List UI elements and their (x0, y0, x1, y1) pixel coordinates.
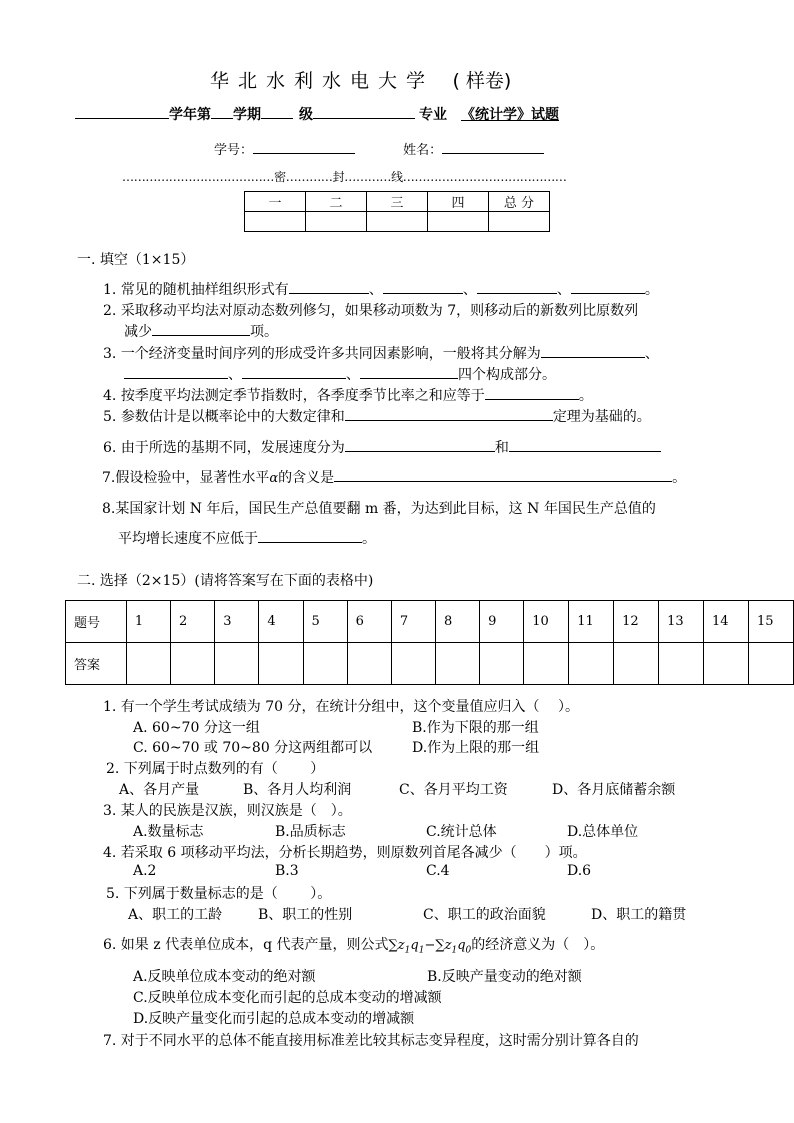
q-num: 4. (103, 388, 117, 404)
q-sep: 、 (462, 282, 477, 298)
q-text: 的经济意义为（ ）。 (471, 937, 605, 953)
answer-cell[interactable] (347, 643, 391, 685)
index-formula: $\sum z_1q_1-\sum z_1q_0$ (388, 938, 472, 956)
fill-question-2 (103, 300, 638, 320)
q-end: 。 (578, 388, 593, 404)
question-number-cell: 9 (480, 601, 524, 643)
q-sep: 、 (556, 282, 571, 298)
course-label: 《统计学》试题 (461, 107, 559, 123)
answer-cell[interactable] (126, 643, 170, 685)
q-end: 。 (644, 282, 659, 298)
fill-question-2-cont (124, 321, 278, 341)
option-b: B.3 (275, 863, 299, 879)
score-header-3: 三 (367, 192, 428, 212)
q-text: 6. 如果 z 代表单位成本，q 代表产量，则公式 (103, 937, 389, 953)
q-num: 1. (103, 282, 117, 298)
answer-blank[interactable] (571, 279, 645, 294)
student-id-label: 学号： (214, 143, 254, 158)
option-d: D.作为上限的那一组 (412, 740, 540, 756)
q-text: 参数估计是以概率论中的大数定律和 (120, 409, 345, 425)
year-blank[interactable] (75, 104, 169, 119)
question-number-cell: 7 (391, 601, 435, 643)
option-b: B、各月人均利润 (243, 782, 352, 798)
choice-question-2: 2. 下列属于时点数列的有（ ） (106, 761, 325, 777)
q-sep: 和 (494, 440, 509, 456)
answer-cell[interactable] (303, 643, 347, 685)
option-b: B.反映产量变动的绝对额 (427, 969, 582, 985)
score-cell-2[interactable] (306, 212, 367, 232)
answer-cell[interactable] (569, 643, 614, 685)
q-num: 8. (102, 501, 116, 517)
question-number-cell: 4 (259, 601, 303, 643)
answer-blank[interactable] (242, 364, 346, 379)
q-end: 四个构成部分。 (458, 367, 556, 383)
answer-cell[interactable] (748, 643, 793, 685)
grade-label: 级 (299, 107, 313, 123)
answer-label: 答案 (66, 643, 127, 685)
choice-question-3: 3. 某人的民族是汉族，则汉族是（ ）。 (103, 803, 352, 819)
q-num: 3. (103, 346, 117, 362)
answer-blank[interactable] (289, 279, 369, 294)
q-text: 由于所选的基期不同，发展速度分为 (120, 440, 345, 456)
student-info-line (214, 139, 544, 158)
question-number-cell: 10 (524, 601, 569, 643)
score-header-total: 总 分 (489, 192, 550, 212)
option-d: D、各月底储蓄余额 (552, 782, 676, 798)
question-number-cell: 15 (748, 601, 793, 643)
q-end: 项。 (250, 324, 278, 340)
question-number-cell: 8 (435, 601, 479, 643)
answer-blank[interactable] (152, 321, 250, 336)
major-label: 专业 (419, 107, 447, 123)
q-sep: 、 (228, 367, 242, 383)
answer-cell[interactable] (215, 643, 259, 685)
option-d: D.6 (567, 863, 592, 879)
option-c: C、各月平均工资 (399, 782, 508, 798)
q-text: 的含义是 (278, 470, 335, 486)
choice-question-6 (103, 934, 604, 956)
choice-question-7: 7. 对于不同水平的总体不能直接用标准差比较其标志变异程度，这时需分别计算各自的 (103, 1033, 639, 1049)
q-sep: 、 (368, 282, 383, 298)
answer-blank[interactable] (345, 406, 553, 421)
exam-info-line (75, 104, 559, 124)
score-table (244, 191, 550, 232)
q-text: 采取移动平均法对原动态数列修匀，如果移动项数为 7，则移动后的新数列比原数列 (120, 303, 639, 319)
option-a: A、职工的工龄 (128, 907, 223, 923)
q-end: 定理为基础的。 (552, 409, 651, 425)
name-label: 姓名： (403, 143, 443, 158)
choice-question-5: 5. 下列属于数量标志的是（ ）。 (106, 886, 332, 902)
option-c: C. 60~70 或 70~80 分这两组都可以 (133, 740, 373, 756)
q-text: 某国家计划 N 年后，国民生产总值要翻 m 番，为达到此目标，这 N 年国民生产总值的 (115, 501, 656, 517)
q-num: 2. (103, 303, 117, 319)
sample-tag: ( 样卷) (452, 70, 512, 92)
q-text: 一个经济变量时间序列的形成受许多共同因素影响，一般将其分解为 (120, 346, 541, 362)
q-num: 6. (103, 440, 117, 456)
fill-question-8-cont (118, 528, 376, 548)
answer-table (65, 600, 794, 685)
fill-question-3-cont (124, 364, 556, 384)
question-number-cell: 11 (569, 601, 614, 643)
answer-cell[interactable] (391, 643, 435, 685)
q-sep: 、 (644, 346, 659, 362)
term-label: 学期 (233, 107, 261, 123)
option-c: C.反映单位成本变化而引起的总成本变动的增减额 (133, 990, 442, 1006)
q-text: 假设检验中，显著性水平 (115, 470, 270, 486)
year-label: 学年第 (169, 107, 211, 123)
section1-heading: 一. 填空（1×15） (77, 252, 195, 268)
q-text: 常见的随机抽样组织形式有 (120, 282, 289, 298)
option-a: A. 60~70 分这一组 (133, 720, 260, 736)
answer-blank[interactable] (124, 364, 228, 379)
fill-question-1 (103, 279, 659, 299)
option-b: B.作为下限的那一组 (412, 720, 539, 736)
name-blank[interactable] (442, 139, 544, 154)
q-sep: 、 (346, 367, 360, 383)
answer-cell[interactable] (659, 643, 704, 685)
option-a: A.反映单位成本变动的绝对额 (133, 969, 316, 985)
fill-question-7 (102, 467, 686, 487)
question-number-cell: 3 (215, 601, 259, 643)
q-num: 7. (102, 470, 116, 486)
answer-cell[interactable] (480, 643, 524, 685)
fill-question-6 (103, 437, 661, 457)
option-c: C、职工的政治面貌 (423, 907, 546, 923)
choice-question-4: 4. 若采取 6 项移动平均法，分析长期趋势，则原数列首尾各减少（ ）项。 (103, 845, 587, 861)
q-num: 5. (103, 409, 117, 425)
question-number-cell: 1 (126, 601, 170, 643)
seal-line: …………………………………密…………封…………线…………………………………… (122, 170, 567, 184)
option-d: D.反映产量变化而引起的总成本变动的增减额 (133, 1011, 415, 1027)
question-number-cell: 13 (659, 601, 704, 643)
answer-blank[interactable] (345, 437, 495, 452)
answer-blank[interactable] (509, 437, 661, 452)
question-number-cell: 5 (303, 601, 347, 643)
answer-cell[interactable] (435, 643, 479, 685)
score-header-4: 四 (428, 192, 489, 212)
answer-blank[interactable] (477, 279, 557, 294)
q-text: 平均增长速度不应低于 (118, 531, 258, 547)
q-text: 减少 (124, 324, 152, 340)
answer-cell[interactable] (704, 643, 749, 685)
student-id-blank[interactable] (253, 139, 355, 154)
option-c: C.4 (426, 863, 450, 879)
answer-blank[interactable] (258, 528, 362, 543)
term-blank[interactable] (211, 104, 233, 119)
answer-blank[interactable] (383, 279, 463, 294)
section2-heading: 二. 选择（2×15）(请将答案写在下面的表格中) (77, 573, 374, 589)
option-a: A.数量标志 (133, 824, 204, 840)
option-b: B、职工的性别 (258, 907, 353, 923)
score-cell-4[interactable] (428, 212, 489, 232)
option-b: B.品质标志 (275, 824, 346, 840)
page-title (210, 66, 511, 93)
choice-question-1: 1. 有一个学生考试成绩为 70 分，在统计分组中，这个变量值应归入（ ）。 (103, 699, 579, 715)
score-cell-total[interactable] (489, 212, 550, 232)
question-number-cell: 14 (704, 601, 749, 643)
option-c: C.统计总体 (426, 824, 497, 840)
answer-cell[interactable] (171, 643, 215, 685)
answer-cell[interactable] (524, 643, 569, 685)
answer-blank[interactable] (334, 467, 672, 482)
fill-question-8 (102, 498, 656, 518)
q-text: 按季度平均法测定季节指数时，各季度季节比率之和应等于 (120, 388, 485, 404)
q-end: 。 (362, 531, 376, 547)
q-end: 。 (672, 470, 687, 486)
answer-blank[interactable] (485, 385, 579, 400)
answer-blank[interactable] (360, 364, 458, 379)
answer-cell[interactable] (614, 643, 659, 685)
question-number-cell: 6 (347, 601, 391, 643)
score-cell-3[interactable] (367, 212, 428, 232)
score-header-2: 二 (306, 192, 367, 212)
score-cell-1[interactable] (245, 212, 306, 232)
question-number-cell: 12 (614, 601, 659, 643)
fill-question-4 (103, 385, 593, 405)
option-d: D.总体单位 (567, 824, 639, 840)
score-header-1: 一 (245, 192, 306, 212)
question-number-label: 题号 (66, 601, 127, 643)
university-name: 华北水利水电大学 (210, 70, 435, 92)
option-a: A、各月产量 (119, 782, 200, 798)
grade-blank[interactable] (261, 104, 293, 119)
question-number-cell: 2 (171, 601, 215, 643)
fill-question-5 (103, 406, 651, 426)
answer-blank[interactable] (541, 343, 645, 358)
major-blank[interactable] (313, 104, 415, 119)
answer-cell[interactable] (259, 643, 303, 685)
alpha-symbol: α (269, 471, 279, 486)
option-d: D、职工的籍贯 (591, 907, 687, 923)
option-a: A.2 (133, 863, 157, 879)
fill-question-3 (103, 343, 659, 363)
